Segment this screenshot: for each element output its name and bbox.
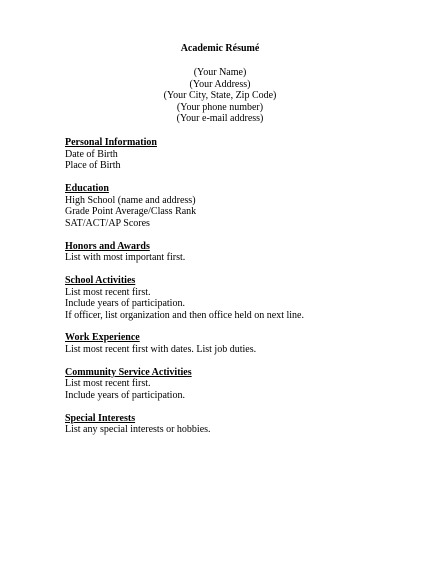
section-line: Date of Birth bbox=[65, 148, 118, 160]
section-heading: Education bbox=[65, 182, 109, 194]
phone-line: (Your phone number) bbox=[176, 101, 264, 113]
section-heading: Special Interests bbox=[65, 412, 136, 424]
section-line: SAT/ACT/AP Scores bbox=[65, 217, 150, 229]
section-personal-information bbox=[65, 137, 425, 172]
section-line: If officer, list organization and then office held on next line. bbox=[65, 309, 304, 321]
address-line: (Your Address) bbox=[189, 78, 251, 90]
section-line: List most recent first. bbox=[65, 286, 151, 298]
city-state-zip-line: (Your City, State, Zip Code) bbox=[163, 90, 277, 102]
name-line: (Your Name) bbox=[193, 67, 247, 78]
section-line: Place of Birth bbox=[65, 160, 121, 172]
section-line: High School (name and address) bbox=[65, 194, 196, 206]
section-line: List with most important first. bbox=[65, 252, 186, 264]
section-line: List most recent first. bbox=[65, 378, 151, 390]
section-heading: School Activities bbox=[65, 274, 136, 286]
section-line: Include years of participation. bbox=[65, 390, 185, 402]
section-heading: Community Service Activities bbox=[65, 366, 192, 378]
section-line: List any special interests or hobbies. bbox=[65, 424, 211, 436]
section-community-service bbox=[65, 367, 425, 402]
section-line: Grade Point Average/Class Rank bbox=[65, 206, 197, 218]
section-heading: Personal Information bbox=[65, 137, 157, 148]
section-work-experience bbox=[65, 332, 425, 355]
section-special-interests bbox=[65, 413, 425, 436]
resume-sections bbox=[65, 137, 425, 447]
section-honors-and-awards bbox=[65, 241, 425, 264]
section-education bbox=[65, 183, 425, 229]
section-heading: Work Experience bbox=[65, 332, 140, 344]
email-line: (Your e-mail address) bbox=[176, 113, 264, 125]
contact-header bbox=[0, 67, 440, 125]
section-heading: Honors and Awards bbox=[65, 240, 150, 252]
document-title: Academic Résumé bbox=[180, 43, 260, 54]
section-line: Include years of participation. bbox=[65, 298, 185, 310]
section-school-activities bbox=[65, 275, 425, 321]
section-line: List most recent first with dates. List job duties. bbox=[65, 344, 257, 356]
